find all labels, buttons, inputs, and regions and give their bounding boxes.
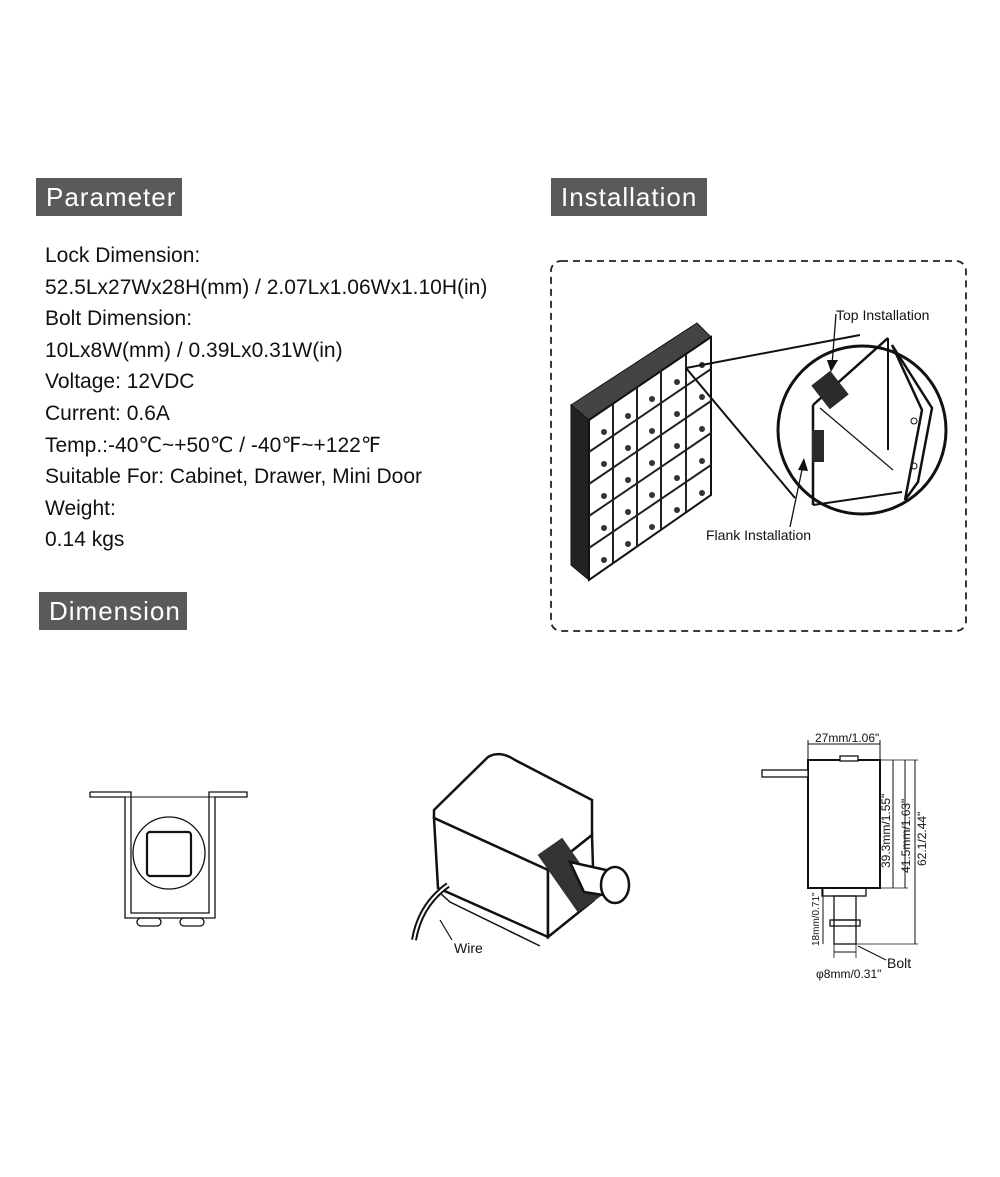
lock-side-view: [762, 740, 918, 960]
width-dimension: 27mm/1.06": [815, 731, 880, 745]
installation-heading: Installation: [551, 178, 707, 216]
bolt-label: Bolt: [887, 955, 912, 971]
top-installation-label: Top Installation: [836, 307, 930, 323]
bolt-diameter-dimension: φ8mm/0.31": [816, 967, 882, 981]
height-dimension-1: 39.3mm/1.55": [879, 793, 893, 868]
height-dimension-total: 62.1/2.44": [915, 811, 929, 866]
wire-label: Wire: [454, 940, 483, 956]
param-line: Temp.:-40℃~+50℃ / -40℉~+122℉: [45, 433, 381, 457]
param-line: Voltage: 12VDC: [45, 370, 195, 394]
param-line: Lock Dimension:: [45, 244, 201, 267]
param-line: Bolt Dimension:: [45, 307, 193, 331]
param-line: 0.14 kgs: [45, 528, 125, 552]
param-line: Current: 0.6A: [45, 401, 170, 425]
param-line: Suitable For: Cabinet, Drawer, Mini Door: [45, 465, 422, 489]
param-line: Weight:: [45, 496, 116, 520]
bolt-length-dimension: 18mm/0.71": [811, 892, 822, 946]
param-line: 52.5Lx27Wx28H(mm) / 2.07Lx1.06Wx1.10H(in): [45, 275, 488, 299]
height-dimension-2: 41.5mm/1.63": [899, 798, 913, 873]
lock-front-view: [90, 792, 247, 926]
dimension-heading: Dimension: [39, 592, 187, 630]
flank-installation-label: Flank Installation: [706, 527, 812, 543]
lock-perspective-view: [414, 754, 629, 946]
parameter-heading: Parameter: [36, 178, 182, 216]
param-line: 10Lx8W(mm) / 0.39Lx0.31W(in): [45, 338, 343, 362]
